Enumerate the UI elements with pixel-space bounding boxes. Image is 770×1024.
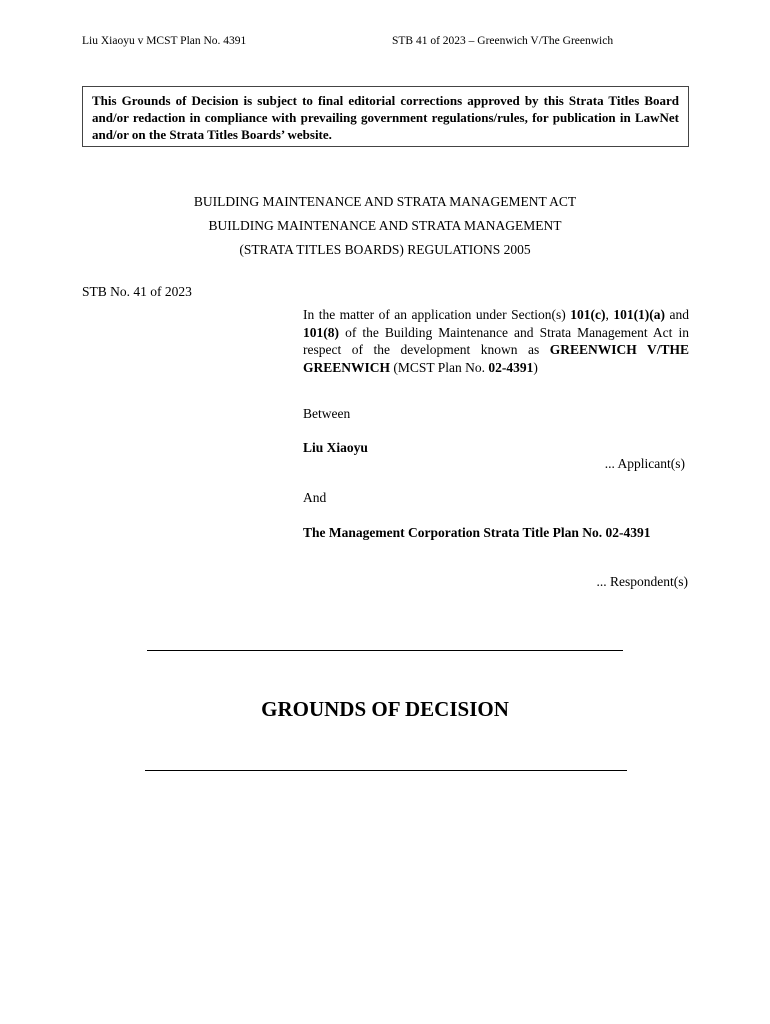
matter-paragraph: In the matter of an application under Section(s) 101(c), 101(1)(a) and 101(8) of the Building Maintenance and Strata Management Act in respect of the development known as GREENWICH V/THE GREENWICH (MCST Plan No. 02-4391): [303, 307, 690, 375]
section-ref: 101(8): [303, 324, 339, 340]
applicant-role: ... Applicant(s): [604, 456, 685, 471]
document-title: GROUNDS OF DECISION: [261, 697, 509, 721]
section-ref: 101(c): [570, 307, 606, 322]
between-label: Between: [303, 406, 351, 421]
development-name: GREENWICH V/THE GREENWICH: [303, 342, 690, 375]
act-title-line-2: BUILDING MAINTENANCE AND STRATA MANAGEMENT: [208, 218, 562, 233]
divider-top: [147, 650, 623, 651]
respondent-role: ... Respondent(s): [596, 574, 688, 589]
running-header-left: Liu Xiaoyu v MCST Plan No. 4391: [82, 35, 247, 47]
respondent-name: The Management Corporation Strata Title Plan No. 02-4391: [303, 525, 651, 540]
act-title-line-1: BUILDING MAINTENANCE AND STRATA MANAGEMENT ACT: [193, 194, 577, 209]
applicant-name: Liu Xiaoyu: [303, 440, 368, 455]
act-title-line-3: (STRATA TITLES BOARDS) REGULATIONS 2005: [239, 242, 531, 257]
and-label: And: [303, 490, 327, 505]
plan-number: 02-4391: [488, 359, 534, 375]
case-number: STB No. 41 of 2023: [82, 284, 192, 299]
editorial-notice-box: This Grounds of Decision is subject to final editorial corrections approved by this Strata Titles Board and/or redaction in compliance with prevailing government regulations/rules, for publication in LawNet and/or on the Strata Titles Boards’ website.: [82, 86, 689, 147]
section-ref: 101(1)(a): [613, 307, 666, 322]
running-header-right: STB 41 of 2023 – Greenwich V/The Greenwich: [392, 35, 614, 47]
divider-bottom: [145, 770, 627, 771]
